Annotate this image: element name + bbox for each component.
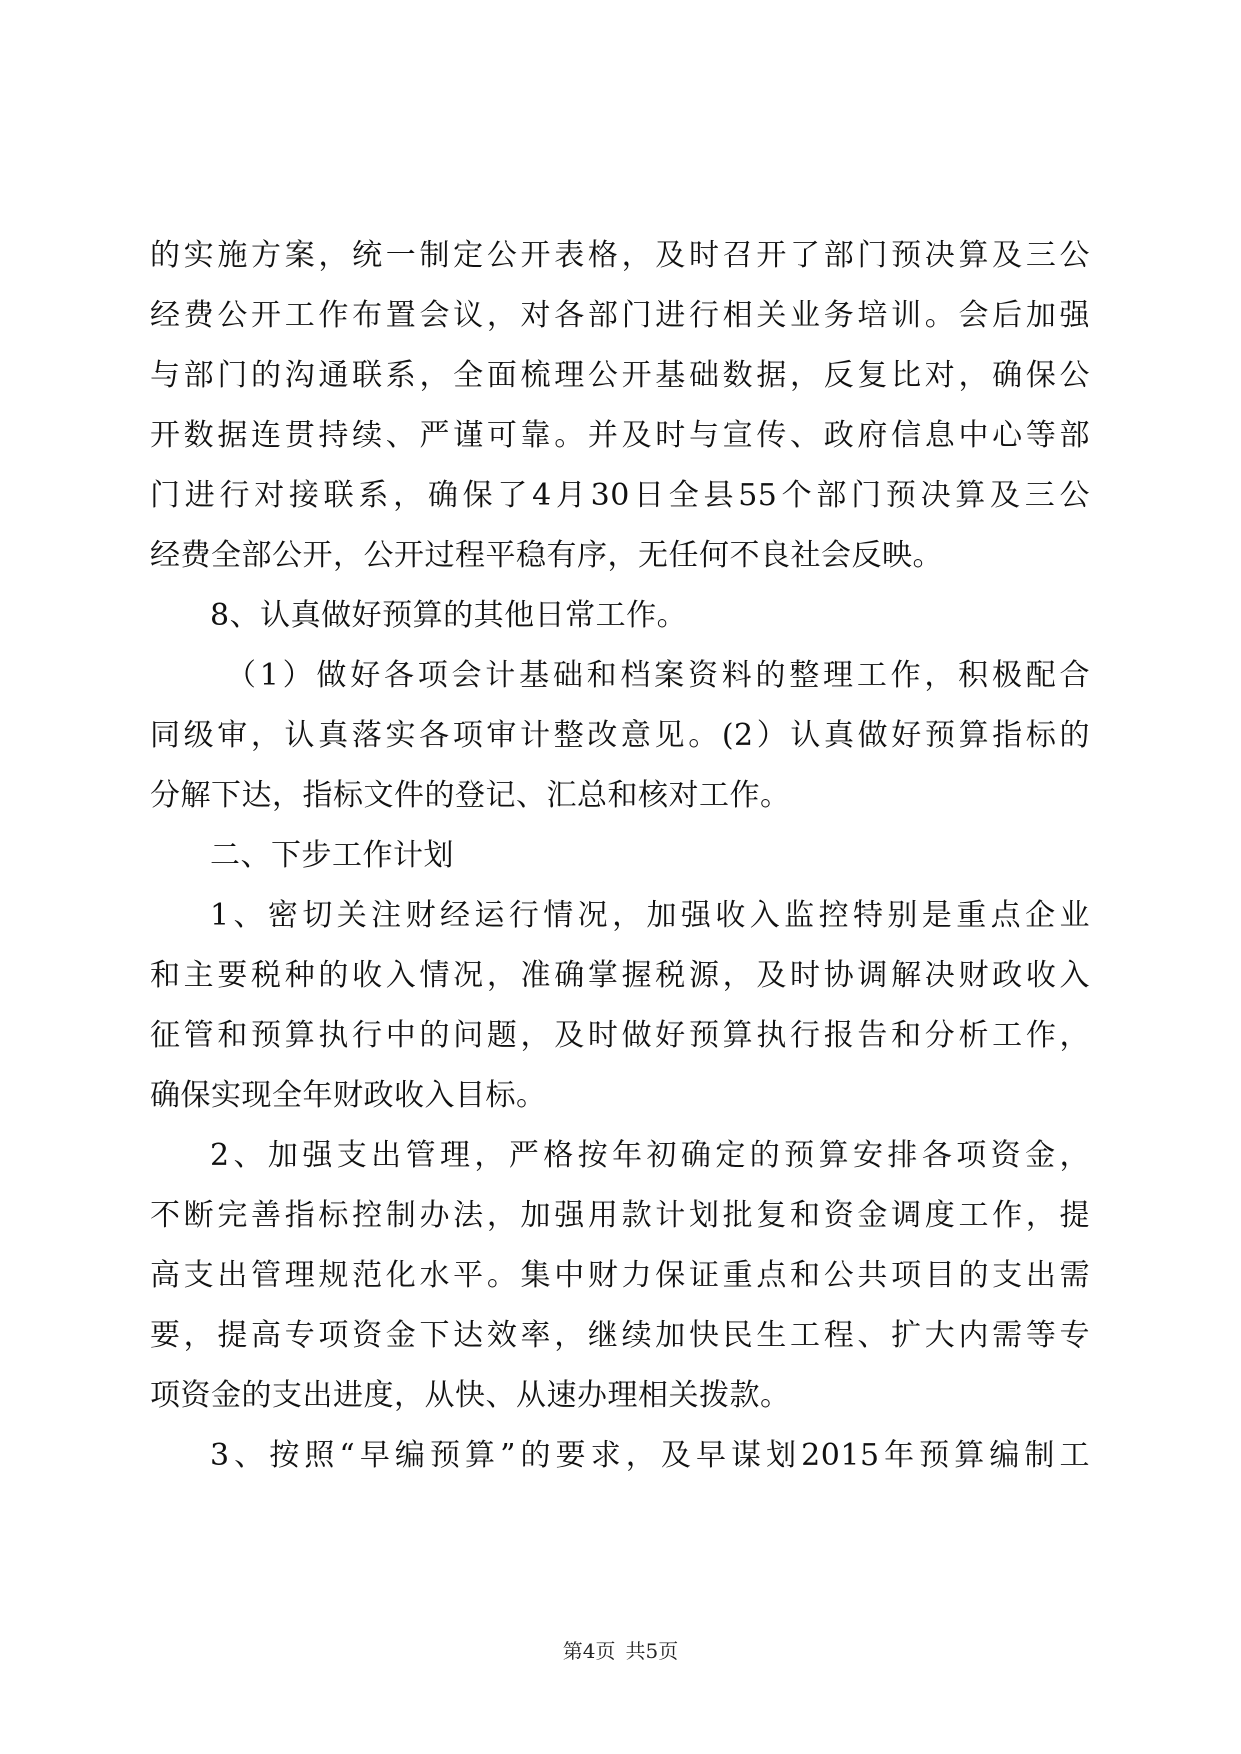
paragraph-line: 同级审，认真落实各项审计整改意见。(2）认真做好预算指标的	[150, 718, 1090, 753]
paragraph-line: 和主要税种的收入情况，准确掌握税源，及时协调解决财政收入	[150, 958, 1090, 993]
section-heading: 二、下步工作计划	[210, 838, 454, 873]
page-total: 共5页	[625, 1639, 679, 1663]
section-heading: 8、认真做好预算的其他日常工作。	[210, 598, 688, 633]
page-number: 第4页	[562, 1639, 616, 1663]
paragraph-line: 2、加强支出管理，严格按年初确定的预算安排各项资金，	[210, 1138, 1090, 1173]
paragraph-line: 确保实现全年财政收入目标。	[150, 1078, 547, 1113]
paragraph-line: 3、按照“早编预算”的要求，及早谋划2015年预算编制工	[210, 1438, 1090, 1473]
paragraph-line: 开数据连贯持续、严谨可靠。并及时与宣传、政府信息中心等部	[150, 418, 1090, 453]
paragraph-line: （1）做好各项会计基础和档案资料的整理工作，积极配合	[226, 658, 1090, 693]
paragraph-line: 与部门的沟通联系，全面梳理公开基础数据，反复比对，确保公	[150, 358, 1090, 393]
paragraph-line: 经费全部公开，公开过程平稳有序，无任何不良社会反映。	[150, 538, 943, 573]
paragraph-line: 分解下达，指标文件的登记、汇总和核对工作。	[150, 778, 791, 813]
paragraph-line: 的实施方案，统一制定公开表格，及时召开了部门预决算及三公	[150, 238, 1090, 273]
paragraph-line: 要，提高专项资金下达效率，继续加快民生工程、扩大内需等专	[150, 1318, 1090, 1353]
paragraph-line: 门进行对接联系，确保了4月30日全县55个部门预决算及三公	[150, 478, 1090, 513]
page-footer	[0, 1636, 1241, 1666]
paragraph-line: 经费公开工作布置会议，对各部门进行相关业务培训。会后加强	[150, 298, 1090, 333]
document-body	[150, 226, 1090, 1486]
paragraph-line: 1、密切关注财经运行情况，加强收入监控特别是重点企业	[210, 898, 1090, 933]
paragraph-line: 不断完善指标控制办法，加强用款计划批复和资金调度工作，提	[150, 1198, 1090, 1233]
paragraph-line: 高支出管理规范化水平。集中财力保证重点和公共项目的支出需	[150, 1258, 1090, 1293]
paragraph-line: 项资金的支出进度，从快、从速办理相关拨款。	[150, 1378, 791, 1413]
paragraph-line: 征管和预算执行中的问题，及时做好预算执行报告和分析工作，	[150, 1018, 1090, 1053]
